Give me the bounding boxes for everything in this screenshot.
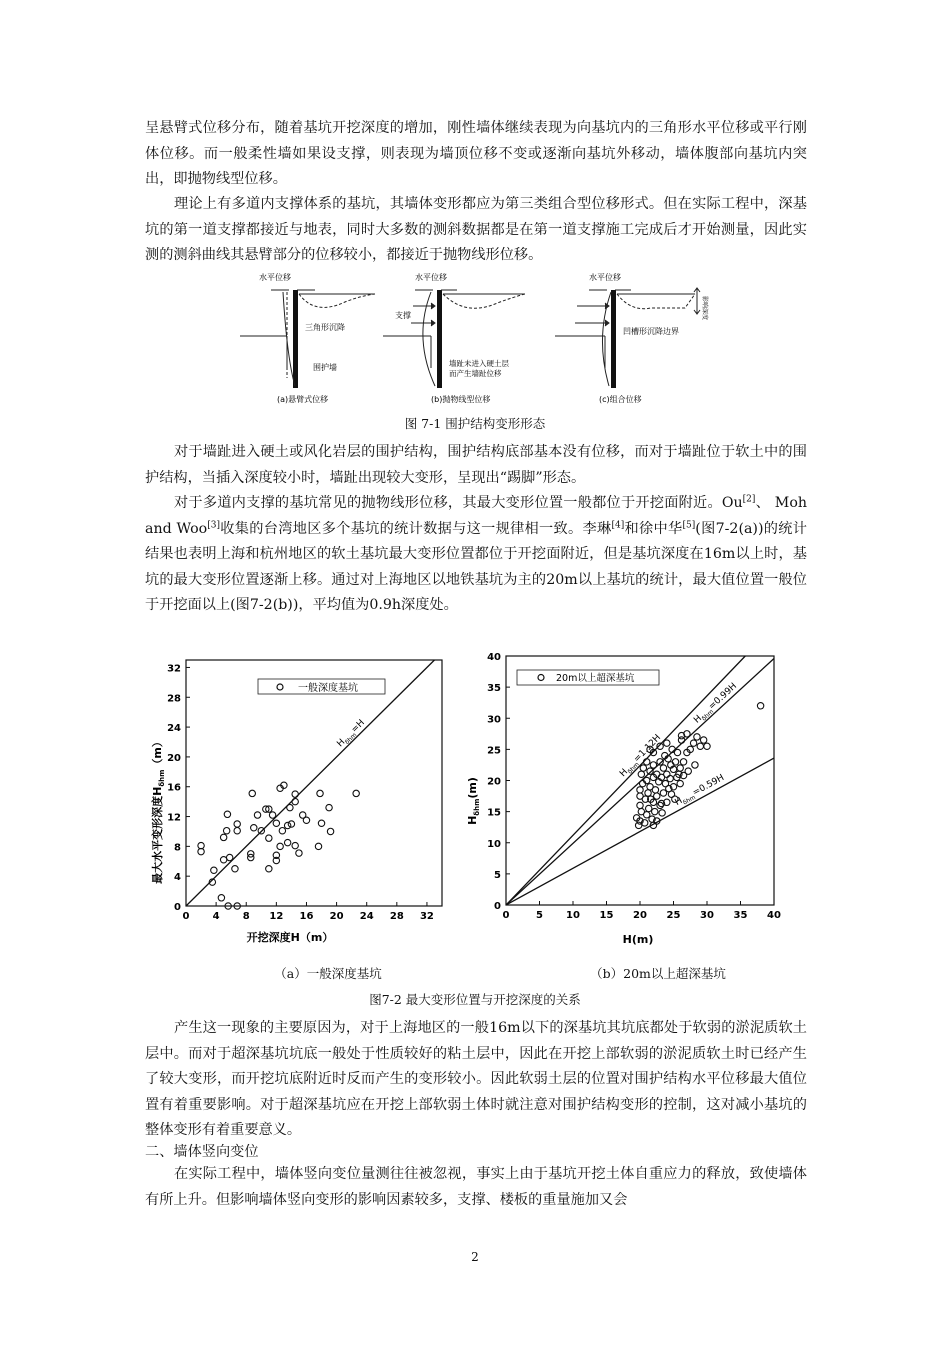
chartA-xtick-label: 20 <box>329 911 344 922</box>
chartA-ytick-label: 20 <box>167 752 181 764</box>
chartB-xtick-label: 5 <box>536 910 543 921</box>
chartB-data-point <box>690 740 696 746</box>
chartB-xtick-label: 0 <box>502 910 510 921</box>
chartA-data-point <box>292 798 298 804</box>
chartA-data-point <box>223 828 229 834</box>
chartB-data-point <box>704 743 710 749</box>
chartB-data-point <box>637 802 643 808</box>
ref-5[interactable]: [5] <box>682 519 696 530</box>
chartA-data-point <box>269 812 275 818</box>
paragraph-4-text-c: 收集的台湾地区多个基坑的统计数据与这一规律相一致。李琳 <box>219 520 612 537</box>
chartB-data-point <box>685 768 691 774</box>
chartA-ytick-label: 12 <box>167 812 181 824</box>
chartA-xtick-label: 0 <box>182 911 190 922</box>
chart-b-lines <box>506 656 774 905</box>
chartA-data-point <box>296 850 302 856</box>
paragraph-5: 产生这一现象的主要原因为，对于上海地区的一般16m以下的深基坑其坑底都处于软弱的淤泥质软土层中。而对于超深基坑坑底一般处于性质较好的粘土层中，因此在开挖上部软弱的淤泥质软土时已经产生了较大变形，而开挖坑底附近时反而产生的变形较小。因此软弱土层的位置对围护结构水平位移最大值位置有着重要影响。对于超深基坑应在开挖上部软弱土体时就注意对围护结构变形的控制，这对减小基坑的整体变形有着重要意义。 <box>145 1020 807 1139</box>
chartB-data-point <box>668 791 674 797</box>
chartA-data-point <box>234 828 240 834</box>
chartB-data-point <box>677 765 683 771</box>
chartB-xtick-label: 40 <box>767 910 781 921</box>
paragraph-4 <box>145 491 807 619</box>
chartA-data-point <box>284 822 290 828</box>
chartA-ytick-label: 4 <box>174 872 181 884</box>
chartB-fit-line-label <box>618 733 664 781</box>
chartB-xtick-label: 30 <box>700 910 714 921</box>
chartB-xtick-label: 10 <box>566 910 580 921</box>
fig1-a-caption: (a)悬臂式位移 <box>277 395 329 404</box>
fig1-c-top-label: 水平位移 <box>589 273 621 282</box>
chartA-xtick-label: 16 <box>299 911 314 922</box>
chartA-data-point <box>287 804 293 810</box>
chartB-xtick-label: 25 <box>666 910 681 921</box>
chartA-data-point <box>292 842 298 848</box>
chartB-ytick-label: 10 <box>487 838 501 850</box>
fig1-a-settle-label: 三角形沉降 <box>305 323 345 332</box>
chartA-data-point <box>326 804 332 810</box>
ref-4[interactable]: [4] <box>611 519 625 530</box>
chartA-data-point <box>251 825 257 831</box>
chartB-xtick-label: 35 <box>733 910 748 921</box>
figure-7-1-caption: 图 7-1 围护结构变形形态 <box>404 416 546 431</box>
chartB-data-point <box>694 734 700 740</box>
fig1-panel-c <box>555 288 700 388</box>
chartA-data-point <box>266 866 272 872</box>
chartB-ytick-label: 40 <box>487 652 501 663</box>
chartA-plot-frame <box>186 660 442 906</box>
chartB-data-point <box>654 793 660 799</box>
chartA-data-point <box>353 790 359 796</box>
chart-a-xlabel: 开挖深度H（m） <box>246 931 334 944</box>
chartB-ytick-label: 25 <box>487 745 501 757</box>
chartA-data-point <box>277 843 283 849</box>
chartA-xtick-label: 12 <box>269 911 284 922</box>
chartA-data-point <box>224 811 230 817</box>
chartB-fit-line-label-tail: =1.12H <box>632 732 664 765</box>
chartA-ytick-label: 0 <box>174 902 181 913</box>
fig1-panel-a <box>240 290 375 388</box>
chartB-data-point <box>700 737 706 743</box>
chartA-fit-line-label-tail: =H <box>349 717 367 736</box>
chartB-fit-line-label-main: H <box>618 767 631 780</box>
chartA-data-point <box>279 828 285 834</box>
chartA-data-point <box>292 791 298 797</box>
chartB-ytick-label: 0 <box>494 901 501 912</box>
chartB-data-point <box>692 762 698 768</box>
page-number: 2 <box>471 1250 479 1264</box>
chart-a-legend <box>258 679 385 694</box>
figure-7-2a-caption: （a）一般深度基坑 <box>274 966 382 981</box>
chartB-data-point <box>652 787 658 793</box>
paragraph-4-text-d: 和徐中华 <box>624 520 683 537</box>
chart-a-ylabel-sub: δhm <box>158 769 166 787</box>
chartB-fit-line-label-main: H <box>692 713 704 726</box>
chartA-xtick-label: 24 <box>359 911 374 922</box>
fig1-b-caption: (b)抛物线型位移 <box>431 395 491 404</box>
chartB-data-point <box>667 775 673 781</box>
fig1-c-depth-label: 影响深度 <box>701 296 708 321</box>
chartA-ytick-label: 16 <box>167 782 181 794</box>
chartA-fit-line <box>186 660 434 906</box>
chart-a-ylabel-main: 最大水平变形深度H <box>151 786 164 884</box>
fig1-b-note-2: 而产生墙趾位移 <box>449 369 502 378</box>
chartA-ytick-label: 24 <box>167 723 181 735</box>
chartA-data-point <box>273 820 279 826</box>
chartB-data-point <box>660 765 666 771</box>
section-heading: 二、墙体竖向变位 <box>145 1144 259 1160</box>
chartB-data-point <box>646 805 652 811</box>
fig1-c-caption: (c)组合位移 <box>599 395 642 404</box>
fig1-a-top-label: 水平位移 <box>259 273 291 282</box>
chartA-data-point <box>318 820 324 826</box>
chartA-data-point <box>218 895 224 901</box>
chartA-data-point <box>254 812 260 818</box>
chart-a-legend-label: 一般深度基坑 <box>298 683 358 694</box>
chartB-data-point <box>672 759 678 765</box>
chartB-data-point <box>652 808 658 814</box>
fig1-b-note-1: 墙趾未进入硬土层 <box>449 359 509 368</box>
chartA-data-point <box>249 790 255 796</box>
chartB-data-point <box>640 765 646 771</box>
chartA-data-point <box>234 821 240 827</box>
chartB-ytick-label: 35 <box>487 683 501 695</box>
chartB-fit-line-label-sub: δhm <box>700 708 716 723</box>
chartA-data-point <box>266 835 272 841</box>
chartA-data-point <box>232 866 238 872</box>
chart-b-legend <box>517 670 659 685</box>
figure-7-1 <box>235 268 715 410</box>
fig1-b-brace-label: 支撑 <box>395 311 411 320</box>
chartB-data-point <box>637 787 643 793</box>
chartB-ytick-label: 30 <box>487 714 501 726</box>
chartA-data-point <box>317 790 323 796</box>
chartA-fit-line-label-main: H <box>335 737 348 750</box>
chart-a-ylabel <box>150 736 166 884</box>
ref-2[interactable]: [2] <box>742 494 756 505</box>
chartA-data-point <box>327 828 333 834</box>
chartA-xtick-label: 28 <box>389 911 404 922</box>
chartA-ytick-label: 8 <box>174 842 181 854</box>
chartA-ytick-label: 28 <box>167 693 181 705</box>
chartA-data-point <box>284 839 290 845</box>
chartA-fit-line-label-sub: δhm <box>343 731 359 746</box>
chartA-xtick-label: 8 <box>242 911 250 922</box>
paragraph-4-text-b: 、 Moh and Woo <box>145 495 808 537</box>
chartB-ytick-label: 5 <box>494 869 501 881</box>
paragraph-4-text-e: (图7-2(a))的统计结果也表明上海和杭州地区的软土基坑最大变形位置都位于开挖面附近，但是基坑深度在16m以上时，基坑的最大变形位置逐渐上移。通过对上海地区以地铁基坑为主的20m以上基坑的统计，最大值位置一般位于开挖面以上(图7-2(b))，平均值为0.9h深度处。 <box>145 520 807 614</box>
chartA-xtick-label: 4 <box>212 911 220 922</box>
fig1-b-top-label: 水平位移 <box>415 273 447 282</box>
chartA-xtick-label: 32 <box>419 911 434 922</box>
chartB-data-point <box>680 759 686 765</box>
chartA-data-point <box>288 821 294 827</box>
paragraph-6: 在实际工程中，墙体竖向变位量测往往被忽视，事实上由于基坑开挖土体自重应力的释放，致使墙体有所上升。但影响墙体竖向变形的影响因素较多，支撑、楼板的重量施加又会 <box>145 1166 807 1208</box>
chartB-data-point <box>644 812 650 818</box>
chart-a-lines <box>186 660 434 906</box>
chartB-data-point <box>674 749 680 755</box>
chart-b-ylabel-sub: δhm <box>473 798 481 816</box>
chartB-fit-line <box>506 758 774 905</box>
chartB-data-point <box>757 703 763 709</box>
fig1-a-wall-label: 围护墙 <box>313 363 337 372</box>
chart-a <box>140 650 460 950</box>
chartB-data-point <box>677 780 683 786</box>
chart-b <box>460 646 790 950</box>
chartB-fit-line-label-sub: δhm <box>626 761 641 776</box>
chartB-ytick-label: 15 <box>487 807 501 819</box>
chartB-data-point <box>635 822 641 828</box>
chart-b-ylabel-unit: (m) <box>466 777 479 799</box>
chart-a-points <box>198 782 360 909</box>
chartB-ytick-label: 20 <box>487 776 501 788</box>
paragraph-3: 对于墙趾进入硬土或风化岩层的围护结构，围护结构底部基本没有位移，而对于墙趾位于软土中的围护结构，当插入深度较小时，墙趾出现较大变形，呈现出“踢脚”形态。 <box>145 444 807 486</box>
paragraph-4-text-a: 对于多道内支撑的基坑常见的抛物线形位移，其最大变形位置一般都位于开挖面附近。Ou <box>174 495 743 511</box>
paragraph-1: 呈悬臂式位移分布，随着基坑开挖深度的增加，刚性墙体继续表现为向基坑内的三角形水平位移或平行刚体位移。而一般柔性墙如果设支撑，则表现为墙顶位移不变或逐渐向基坑外移动，墙体腹部向基坑内突出，即抛物线型位移。 <box>145 120 807 188</box>
chart-b-legend-label: 20m以上超深基坑 <box>556 673 635 684</box>
chartB-fit-line-label-tail: =0.59H <box>691 773 727 799</box>
chartB-data-point <box>664 740 670 746</box>
chartB-xtick-label: 20 <box>633 910 647 921</box>
chart-b-ylabel <box>466 777 481 825</box>
paragraph-2: 理论上有多道内支撑体系的基坑，其墙体变形都应为第三类组合型位移形式。但在实际工程中，深基坑的第一道支撑都接近与地表，同时大多数的测斜数据都是在第一道支撑施工完成后才开始测量，因此实测的测斜曲线其悬臂部分的位移较小，都接近于抛物线形位移。 <box>145 196 807 264</box>
chartB-data-point <box>660 790 666 796</box>
chart-a-axes <box>167 660 442 922</box>
chart-a-ylabel-unit: （m） <box>151 736 164 770</box>
chartB-data-point <box>659 810 665 816</box>
chartB-data-point <box>650 762 656 768</box>
chartA-data-point <box>220 834 226 840</box>
chartB-fit-line-label-tail: =0.99H <box>707 681 740 712</box>
chartA-data-point <box>211 867 217 873</box>
chartB-fit-line-label-main: H <box>673 795 685 808</box>
chartB-data-point <box>697 743 703 749</box>
chartA-fit-line-label <box>335 718 368 751</box>
chartA-data-point <box>315 843 321 849</box>
chartA-data-point <box>226 854 232 860</box>
chartA-ytick-label: 32 <box>167 663 181 675</box>
figure-7-2b-caption: （b）20m以上超深基坑 <box>590 966 726 981</box>
chart-b-xlabel: H(m) <box>622 933 654 946</box>
chart-b-ylabel-main: H <box>466 815 479 825</box>
chartB-data-point <box>645 790 651 796</box>
ref-3[interactable]: [3] <box>207 519 220 530</box>
chartA-data-point <box>303 817 309 823</box>
chartB-fit-line-label-sub: δhm <box>681 793 697 807</box>
chartB-data-point <box>638 771 644 777</box>
fig1-c-settle-label: 凹槽形沉降边界 <box>623 327 679 336</box>
chartA-data-point <box>220 857 226 863</box>
chartB-xtick-label: 15 <box>599 910 614 921</box>
figure-7-2-caption: 图7-2 最大变形位置与开挖深度的关系 <box>369 992 581 1007</box>
chartB-data-point <box>664 771 670 777</box>
